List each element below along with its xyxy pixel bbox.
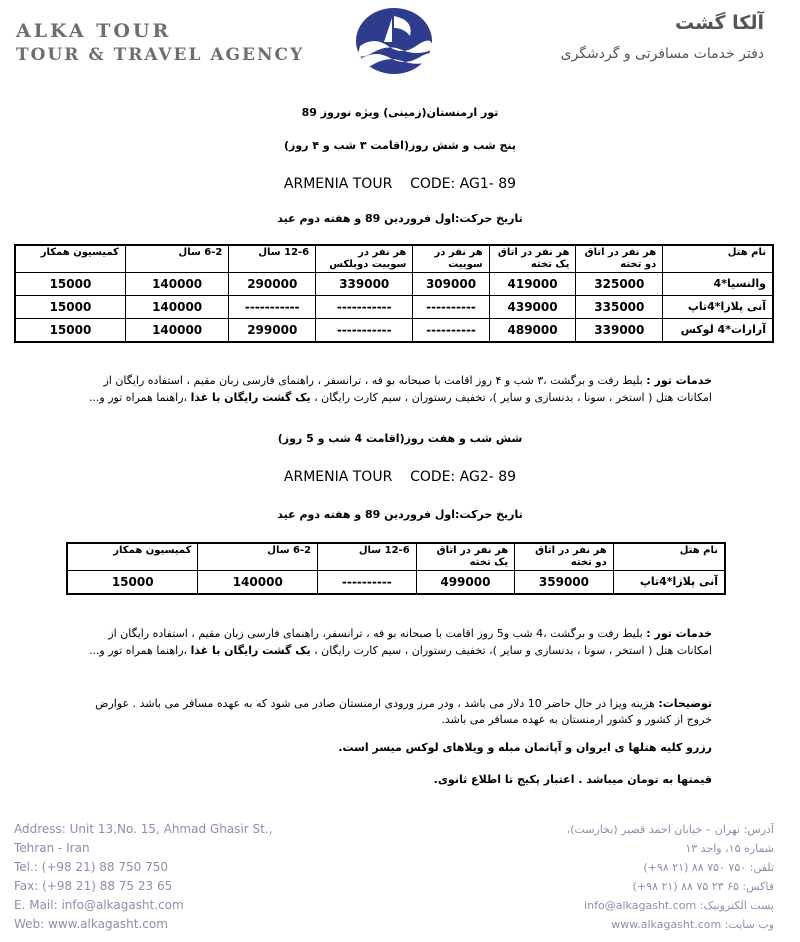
price-cell: 140000 [125, 296, 229, 319]
services-text: بلیط رفت و برگشت ،۳ شب و ۴ روز اقامت با صبحانه بو فه ، ترانسفر ، راهنمای فارسی زبان مقیم ، استفاده رایگان از امکانات هتل ( استخر ، سونا ، بدنسازی و سایر )، تخفیف رستوران ، سیم کارت رایگان ، [103, 374, 712, 404]
brand-title-fa: آلکا گشت [675, 12, 764, 34]
price-cell: 140000 [125, 319, 229, 343]
tour2-services [88, 625, 712, 659]
footer-fax-en: Fax: (+98 21) 88 75 23 65 [14, 879, 173, 893]
price-cell: 325000 [576, 273, 663, 296]
table-header-cell: کمیسیون همکار [67, 543, 198, 571]
tour1-code: ARMENIA TOUR CODE: AG1- 89 [283, 176, 517, 192]
price-cell: 359000 [515, 571, 614, 595]
alka-logo [354, 6, 434, 76]
tour1-title: تور ارمنستان(زمینی) ویژه نوروز 89 [301, 106, 499, 119]
price-cell: 499000 [416, 571, 515, 595]
services-end: ،راهنما همراه تور و... [88, 391, 188, 404]
price-cell: 339000 [316, 273, 413, 296]
table-row [15, 273, 773, 296]
price-cell: 15000 [67, 571, 198, 595]
price-cell: 15000 [15, 273, 125, 296]
notes-label: توضیحات: [658, 697, 712, 710]
table-header-cell: نام هتل [613, 543, 725, 571]
table-header-row [67, 543, 725, 571]
footer-tel-fa: تلفن: ۷۵۰ ۷۵۰ ۸۸ (۲۱ ۹۸+) [643, 861, 774, 874]
price-cell: 335000 [576, 296, 663, 319]
price-cell: 140000 [198, 571, 318, 595]
services-text: بلیط رفت و برگشت ،4 شب و5 روز اقامت با صبحانه بو فه ، ترانسفر، راهنمای فارسی زبان مقیم ، استفاده رایگان از امکانات هتل ( استخر ، سونا ، بدنسازی و سایر )، تخفیف رستوران ، سیم کارت رایگان ، [108, 627, 712, 657]
services-label: خدمات تور : [646, 374, 712, 387]
table-header-cell: نام هتل [663, 245, 773, 273]
price-cell: ----------- [229, 296, 316, 319]
table-row [67, 571, 725, 595]
price-note: قیمتها به تومان میباشد . اعتبار پکیج تا اطلاع ثانوی. [433, 773, 712, 786]
hotel-name: آرارات*4 لوکس [663, 319, 773, 343]
table-header-cell: هر نفر در اتاق یک تخته [416, 543, 515, 571]
table-header-cell: هر نفر در سوییت دوبلکس [316, 245, 413, 273]
tour1-services [88, 372, 712, 406]
table-row [15, 296, 773, 319]
tour2-code: ARMENIA TOUR CODE: AG2- 89 [283, 469, 517, 485]
services-highlight: یک گشت رایگان با غذا [190, 391, 311, 404]
price-cell: 290000 [229, 273, 316, 296]
footer-fax-fa: فاکس: ۶۵ ۲۳ ۷۵ ۸۸ (۲۱ ۹۸+) [632, 880, 774, 893]
price-cell: 15000 [15, 319, 125, 343]
footer-email-en[interactable]: E. Mail: info@alkagasht.com [14, 898, 184, 912]
services-label: خدمات تور : [646, 627, 712, 640]
hotel-name: آنی پلازا*4تاپ [613, 571, 725, 595]
price-cell: ---------- [413, 319, 489, 343]
table-header-cell: 6-2 سال [125, 245, 229, 273]
brand-subtitle-en: TOUR & TRAVEL AGENCY [16, 45, 305, 65]
table-header-row [15, 245, 773, 273]
notes-text: هزینه ویزا در حال حاضر 10 دلار می باشد ، ودر مرز ورودی ارمنستان صادر می شود که به عهده مسافر می باشد . عوارض خروج از کشور و کشور ارمنستان به عهده مسافر می باشد. [95, 697, 712, 726]
table-header-cell: 6-2 سال [198, 543, 318, 571]
footer-web-en[interactable]: Web: www.alkagasht.com [14, 917, 168, 931]
price-cell: 439000 [489, 296, 576, 319]
brand-subtitle-fa: دفتر خدمات مسافرتی و گردشگری [560, 46, 764, 62]
tour1-duration: پنج شب و شش روز(اقامت ۳ شب و ۴ روز) [283, 139, 517, 152]
footer-web-fa[interactable]: وب سایت: www.alkagasht.com [611, 918, 774, 931]
footer-address-fa: آدرس: تهران – خیابان احمد قصیر (بخارست)، [566, 823, 774, 836]
services-end: ،راهنما همراه تور و... [88, 644, 188, 657]
price-cell: 299000 [229, 319, 316, 343]
price-cell: 309000 [413, 273, 489, 296]
tour1-departure: تاریخ حرکت:اول فروردین 89 و هفته دوم عید [277, 212, 523, 225]
tour2-duration: شش شب و هفت روز(اقامت 4 شب و 5 روز) [277, 432, 523, 445]
footer-contact-en [14, 820, 272, 934]
price-cell: 140000 [125, 273, 229, 296]
footer-tel-en: Tel.: (+98 21) 88 750 750 [14, 860, 168, 874]
price-cell: ---------- [413, 296, 489, 319]
table-header-cell: 12-6 سال [229, 245, 316, 273]
table-header-cell: 12-6 سال [318, 543, 417, 571]
reserve-note: رزرو کلیه هتلها ی ایروان و آپاتمان مبله و ویلاهای لوکس میسر است. [338, 741, 712, 754]
footer-unit-fa: شماره ۱۵، واحد ۱۳ [685, 842, 774, 855]
footer-email-fa[interactable]: پست الکترونیک: info@alkagasht.com [584, 899, 774, 912]
brand-title-en: ALKA TOUR [16, 20, 172, 42]
table-header-cell: هر نفر در اتاق دو تخته [515, 543, 614, 571]
table-row [15, 319, 773, 343]
hotel-name: آنی پلازا*4تاپ [663, 296, 773, 319]
hotel-name: والنسیا*4 [663, 273, 773, 296]
footer-contact-fa [567, 820, 774, 934]
table-header-cell: هر نفر در سوییت [413, 245, 489, 273]
footer-city-en: Tehran - Iran [14, 841, 90, 855]
price-cell: ---------- [318, 571, 417, 595]
price-cell: 419000 [489, 273, 576, 296]
table-header-cell: کمیسیون همکار [15, 245, 125, 273]
notes [92, 696, 712, 728]
tour1-price-table [14, 244, 774, 343]
footer-address-en: Address: Unit 13,No. 15, Ahmad Ghasir St., [14, 822, 273, 836]
table-header-cell: هر نفر در اتاق یک تخته [489, 245, 576, 273]
price-cell: 489000 [489, 319, 576, 343]
tour2-departure: تاریخ حرکت:اول فروردین 89 و هفته دوم عید [277, 508, 523, 521]
table-header-cell: هر نفر در اتاق دو تخته [576, 245, 663, 273]
price-cell: 339000 [576, 319, 663, 343]
price-cell: ----------- [316, 319, 413, 343]
services-highlight: یک گشت رایگان با غذا [190, 644, 311, 657]
tour2-price-table [66, 542, 726, 595]
price-cell: ----------- [316, 296, 413, 319]
price-cell: 15000 [15, 296, 125, 319]
